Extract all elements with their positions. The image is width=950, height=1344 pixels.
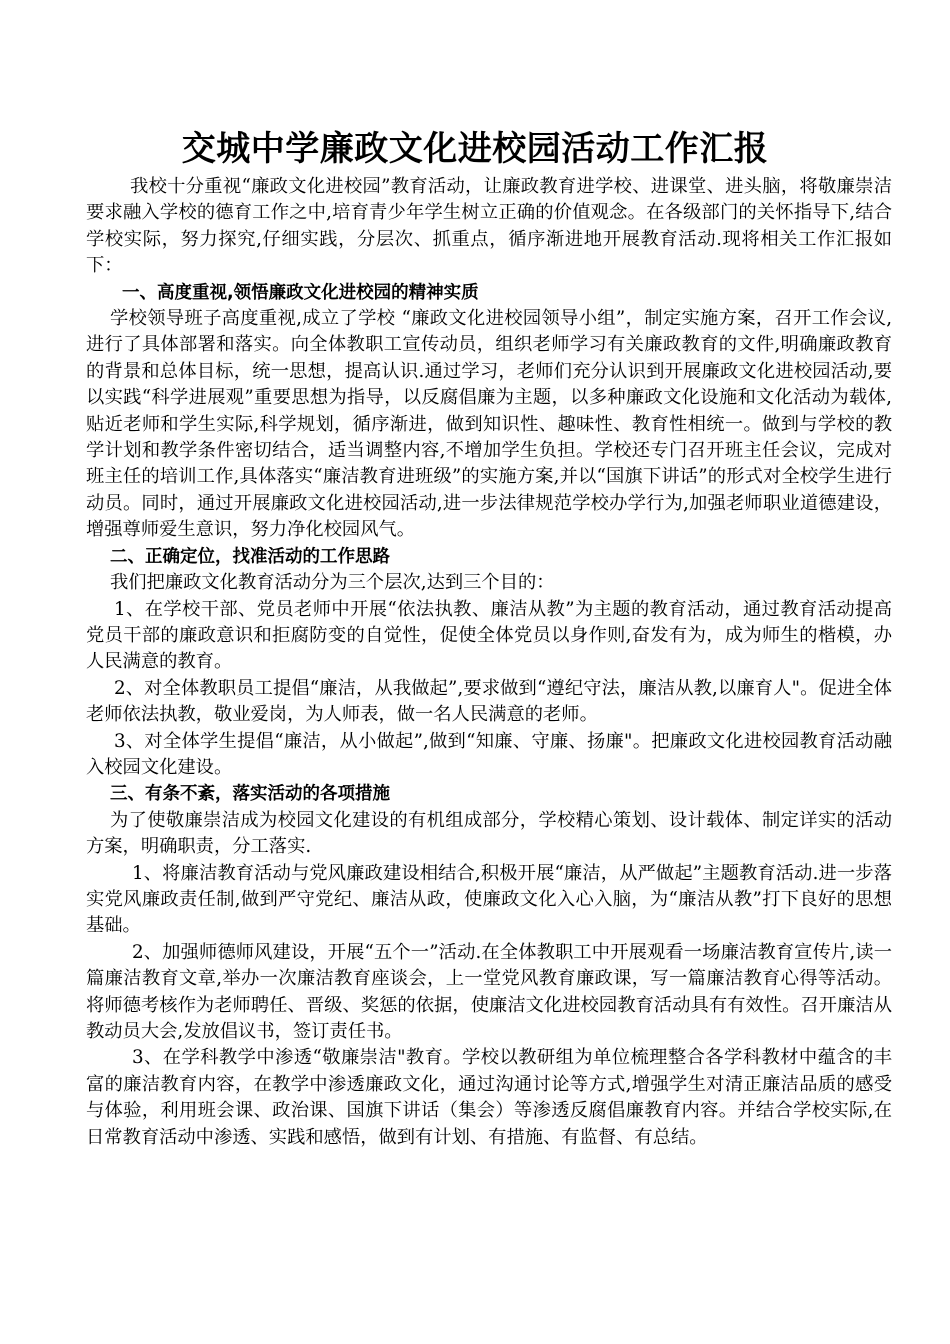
section-2-item-2: 2、对全体教职员工提倡“廉洁，从我做起”,要求做到“遵纪守法，廉洁从教,以廉育人"。促进全体老师依法执教，敬业爱岗，为人师表，做一名人民满意的老师。 [86, 677, 892, 726]
section-heading-3: 三、有条不紊，落实活动的各项措施 [110, 784, 390, 805]
section-heading-1: 一、高度重视,领悟廉政文化进校园的精神实质 [122, 282, 479, 303]
section-2-item-3: 3、对全体学生提倡“廉洁，从小做起”,做到“知廉、守廉、扬廉"。把廉政文化进校园教育活动融入校园文化建设。 [86, 730, 892, 778]
section-1-paragraph: 学校领导班子高度重视,成立了学校 “廉政文化进校园领导小组”，制定实施方案，召开工作会议,进行了具体部署和落实。向全体教职工宣传动员，组织老师学习有关廉政教育的文件,明确廉政教育的背景和总体目标，统一思想，提高认识.通过学习，老师们充分认识到开展廉政文化进校园活动,要以实践“科学进展观”重要思想为指导，以反腐倡廉为主题，以多种廉政文化设施和文化活动为载体,贴近老师和学生实际,科学规划，循序渐进，做到知识性、趣味性、教育性相统一。做到与学校的教学计划和教学条件密切结合，适当调整内容,不增加学生负担。学校还专门召开班主任会议，完成对班主任的培训工作,具体落实“廉洁教育进班级”的实施方案,并以“国旗下讲话”的形式对全校学生进行动员。同时，通过开展廉政文化进校园活动,进一步法律规范学校办学行为,加强老师职业道德建设，增强尊师爱生意识，努力净化校园风气。 [86, 308, 892, 541]
section-2-item-1: 1、在学校干部、党员老师中开展“依法执教、廉洁从教”为主题的教育活动，通过教育活动提高党员干部的廉政意识和拒腐防变的自觉性，促使全体党员以身作则,奋发有为，成为师生的楷模，办人民满意的教育。 [86, 598, 892, 673]
section-heading-2: 二、正确定位，找准活动的工作思路 [110, 546, 390, 567]
section-2-intro: 我们把廉政文化教育活动分为三个层次,达到三个目的： [110, 572, 555, 594]
document-title: 交城中学廉政文化进校园活动工作汇报 [181, 129, 769, 169]
section-3-item-1: 1、将廉洁教育活动与党风廉政建设相结合,积极开展“廉洁，从严做起”主题教育活动.进一步落实党风廉政责任制,做到严守党纪、廉洁从政，使廉政文化入心入脑，为“廉洁从教”打下良好的思想基础。 [86, 862, 892, 937]
section-3-item-3: 3、在学科教学中渗透“敬廉崇洁"教育。学校以教研组为单位梳理整合各学科教材中蕴含的丰富的廉洁教育内容，在教学中渗透廉政文化，通过沟通讨论等方式,增强学生对清正廉洁品质的感受与体验，利用班会课、政治课、国旗下讲话（集会）等渗透反腐倡廉教育内容。并结合学校实际,在日常教育活动中渗透、实践和感悟，做到有计划、有措施、有监督、有总结。 [86, 1047, 892, 1148]
section-3-intro: 为了使敬廉崇洁成为校园文化建设的有机组成部分，学校精心策划、设计载体、制定详实的活动方案，明确职责，分工落实. [86, 809, 892, 858]
document-body [86, 174, 892, 1151]
section-3-item-2: 2、加强师德师风建设，开展“五个一”活动.在全体教职工中开展观看一场廉洁教育宣传片,读一篇廉洁教育文章,举办一次廉洁教育座谈会，上一堂党风教育廉政课，写一篇廉洁教育心得等活动。将师德考核作为老师聘任、晋级、奖惩的依据，使廉洁文化进校园教育活动具有有效性。召开廉洁从教动员大会,发放倡议书，签订责任书。 [86, 941, 892, 1042]
intro-paragraph: 我校十分重视“廉政文化进校园”教育活动，让廉政教育进学校、进课堂、进头脑，将敬廉崇洁要求融入学校的德育工作之中,培育青少年学生树立正确的价值观念。在各级部门的关怀指导下,结合学校实际，努力探究,仔细实践，分层次、抓重点，循序渐进地开展教育活动.现将相关工作汇报如下： [86, 176, 892, 277]
